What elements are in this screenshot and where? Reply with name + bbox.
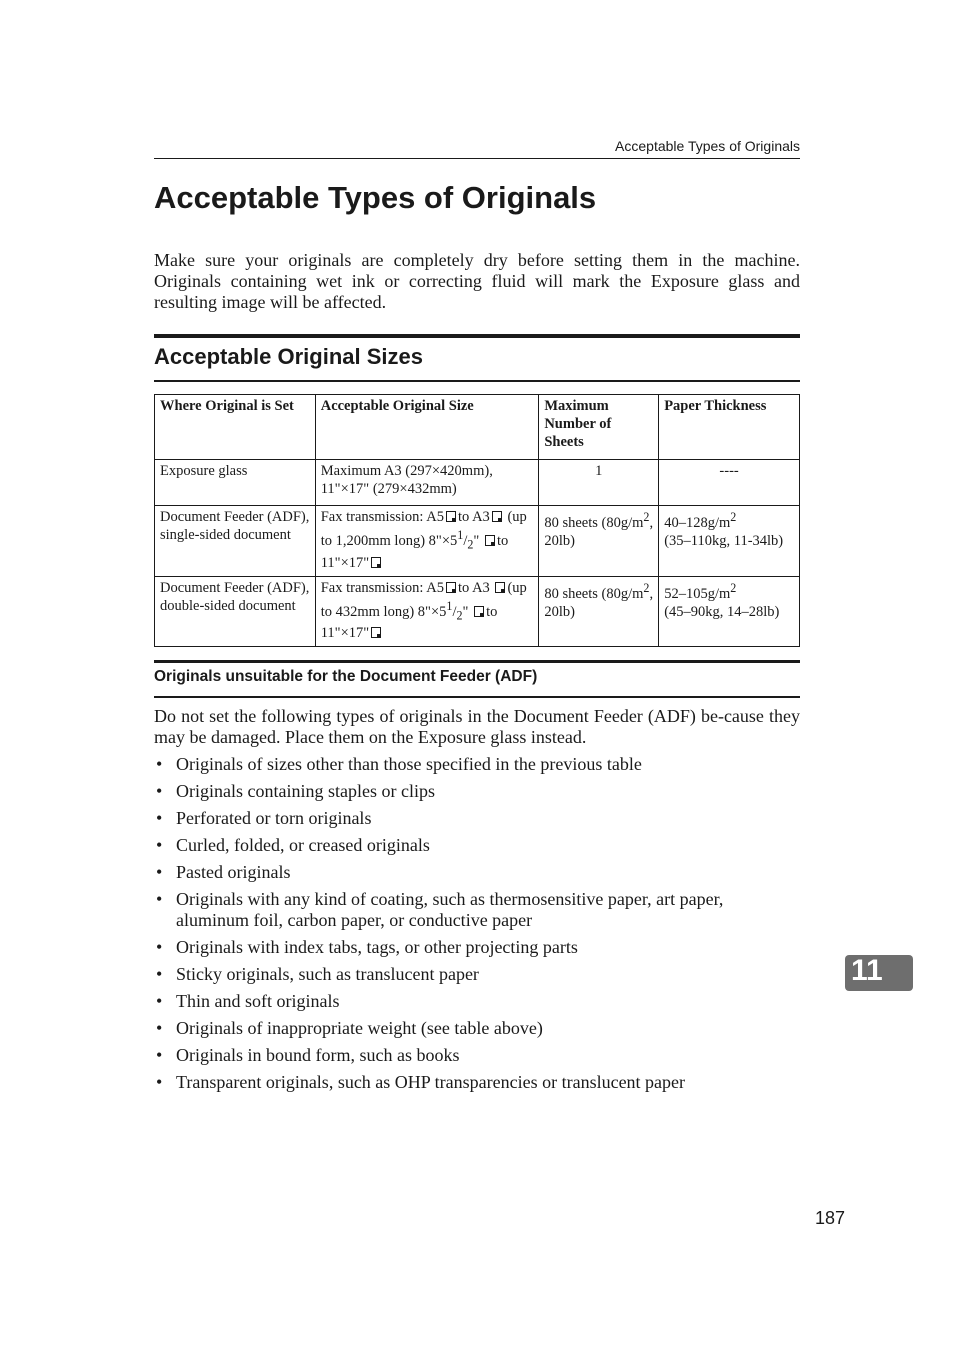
header-where: Where Original is Set	[155, 395, 316, 460]
max-sheets-text: , 20lb)	[544, 514, 654, 549]
thickness-text: 52–105g/m	[664, 585, 731, 602]
cell-max-sheets: 1	[539, 460, 659, 506]
landscape-orientation-icon	[495, 582, 505, 593]
size-text: (up to 1,200mm long) 8"×5	[320, 509, 527, 549]
subsection-heading: Originals unsuitable for the Document Feeder (ADF)	[154, 668, 538, 685]
list-item: • Curled, folded, or creased originals	[154, 835, 800, 856]
chapter-tab	[845, 955, 913, 991]
size-text: to 11"×17"	[320, 603, 498, 642]
subsection-top-rule	[154, 660, 800, 663]
landscape-orientation-icon	[371, 627, 381, 638]
landscape-orientation-icon	[371, 557, 381, 568]
size-text: to A3	[457, 509, 490, 525]
table-header-row	[155, 395, 800, 460]
max-sheets-text: 80 sheets (80g/m	[544, 514, 644, 531]
size-text: "	[462, 603, 469, 620]
cell-where: Document Feeder (ADF), single-sided document	[155, 506, 316, 577]
size-text: to A3	[457, 579, 490, 596]
cell-thickness	[659, 576, 800, 647]
cell-thickness	[659, 506, 800, 577]
size-text: Fax transmission: A5	[320, 509, 444, 525]
table-row	[155, 506, 800, 577]
thickness-text: (45–90kg, 14–28lb)	[664, 603, 780, 620]
fraction-numerator: 1	[446, 598, 453, 613]
max-sheets-text: , 20lb)	[544, 585, 654, 620]
list-item: • Originals with index tabs, tags, or other projecting parts	[154, 937, 800, 958]
page-title: Acceptable Types of Originals	[154, 180, 597, 215]
list-item: • Thin and soft originals	[154, 991, 800, 1012]
section-heading: Acceptable Original Sizes	[154, 344, 423, 369]
max-sheets-text: 80 sheets (80g/m	[544, 585, 644, 602]
list-item: • Transparent originals, such as OHP transparencies or translucent paper	[154, 1072, 800, 1093]
cell-max-sheets	[539, 506, 659, 577]
chapter-number: 11	[851, 954, 883, 987]
list-item: • Originals of sizes other than those specified in the previous table	[154, 754, 800, 775]
cell-where: Exposure glass	[155, 460, 316, 506]
cell-where: Document Feeder (ADF), double-sided document	[155, 576, 316, 647]
cell-thickness: ----	[659, 460, 800, 506]
superscript: 2	[730, 510, 737, 524]
cell-size: Maximum A3 (297×420mm), 11"×17" (279×432mm)	[315, 460, 539, 506]
running-header: Acceptable Types of Originals	[154, 138, 800, 159]
landscape-orientation-icon	[446, 582, 456, 593]
size-text: (up to 432mm long) 8"×5	[320, 579, 527, 620]
header-max-sheets: Maximum Number of Sheets	[539, 395, 659, 460]
superscript: 2	[730, 580, 737, 595]
superscript: 2	[643, 580, 650, 595]
size-text: Fax transmission: A5	[320, 579, 444, 596]
subsection-paragraph: Do not set the following types of originals in the Document Feeder (ADF) be-cause they may be damaged. Place them on the Exposure glass instead.	[154, 706, 800, 747]
landscape-orientation-icon	[474, 606, 484, 617]
cell-size: Fax transmission: A5 to A3 (up to 1,200mm long) $8"\times 5^1/_2$" to 11"×17"	[315, 506, 539, 577]
header-thickness: Paper Thickness	[659, 395, 800, 460]
header-size: Acceptable Original Size	[315, 395, 539, 460]
superscript: 2	[643, 510, 650, 524]
page-number: 187	[814, 1208, 845, 1228]
section-bottom-rule	[154, 380, 800, 382]
list-item: • Pasted originals	[154, 862, 800, 883]
landscape-orientation-icon	[492, 511, 502, 522]
list-item: • Originals in bound form, such as books	[154, 1045, 800, 1066]
subsection-bottom-rule	[154, 696, 800, 698]
size-text: to 11"×17"	[320, 532, 509, 571]
list-item: • Originals with any kind of coating, such as thermosensitive paper, art paper, aluminum foil, carbon paper, or conductive paper	[154, 889, 800, 931]
cell-size: Fax transmission: A5 to A3 (up to 432mm long) $8"\times 5^1/_2$" to 11"×17"	[315, 576, 539, 647]
table-row	[155, 576, 800, 647]
thickness-text: (35–110kg, 11-34lb)	[664, 532, 784, 549]
cell-max-sheets	[539, 576, 659, 647]
table-row	[155, 460, 800, 506]
fraction-numerator: 1	[457, 528, 464, 542]
intro-paragraph: Make sure your originals are completely dry before setting them in the machine. Originals containing wet ink or correcting fluid will mark the Exposure glass and resulting image will be affected.	[154, 250, 800, 312]
list-item: • Originals containing staples or clips	[154, 781, 800, 802]
list-item: • Perforated or torn originals	[154, 808, 800, 829]
landscape-orientation-icon	[446, 511, 456, 522]
landscape-orientation-icon	[485, 535, 495, 546]
unsuitable-originals-list	[154, 754, 800, 1099]
thickness-text: 40–128g/m	[664, 514, 731, 531]
list-item: • Originals of inappropriate weight (see table above)	[154, 1018, 800, 1039]
fraction-denominator: 2	[467, 537, 474, 552]
fraction-denominator: 2	[456, 608, 463, 623]
original-sizes-table	[154, 394, 800, 647]
list-item: • Sticky originals, such as translucent paper	[154, 964, 800, 985]
section-top-rule	[154, 334, 800, 338]
size-text: "	[473, 532, 480, 549]
